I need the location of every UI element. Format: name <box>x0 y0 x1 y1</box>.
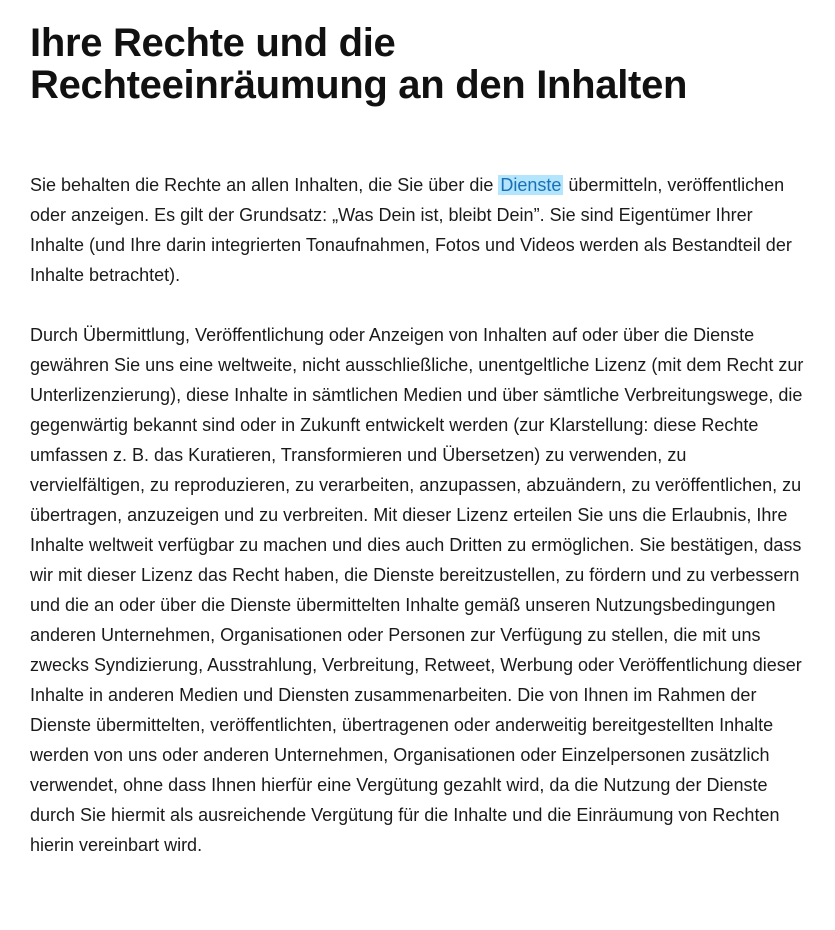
page-title <box>30 22 805 106</box>
dienste-link[interactable]: Dienste <box>500 175 562 195</box>
paragraph-ownership <box>30 170 805 290</box>
page-title-line-1: Ihre Rechte und die <box>30 21 396 65</box>
paragraph-license: Durch Übermittlung, Veröffentlichung oder Anzeigen von Inhalten auf oder über die Dienste gewähren Sie uns eine weltweite, nicht ausschließliche, unentgeltliche Lizenz (mit dem Recht zur Unterlizenzierung), diese Inhalte in sämtlichen Medien und über sämtliche Verbreitungswege, die gegenwärtig bekannt sind oder in Zukunft entwickelt werden (zur Klarstellung: diese Rechte umfassen z. B. das Kuratieren, Transformieren und Übersetzen) zu verwenden, zu vervielfältigen, zu reproduzieren, zu verarbeiten, anzupassen, abzuändern, zu veröffentlichen, zu übertragen, anzuzeigen und zu verbreiten. Mit dieser Lizenz erteilen Sie uns die Erlaubnis, Ihre Inhalte weltweit verfügbar zu machen und dies auch Dritten zu ermöglichen. Sie bestätigen, dass wir mit dieser Lizenz das Recht haben, die Dienste bereitzustellen, zu fördern und zu verbessern und die an oder über die Dienste übermittelten Inhalte gemäß unseren Nutzungsbedingungen anderen Unternehmen, Organisationen oder Personen zur Verfügung zu stellen, die mit uns zwecks Syndizierung, Ausstrahlung, Verbreitung, Retweet, Werbung oder Veröffentlichung dieser Inhalte in anderen Medien und Diensten zusammenarbeiten. Die von Ihnen im Rahmen der Dienste übermittelten, veröffentlichten, übertragenen oder anderweitig bereitgestellten Inhalte werden von uns oder anderen Unternehmen, Organisationen oder Einzelpersonen zusätzlich verwendet, ohne dass Ihnen hierfür eine Vergütung gezahlt wird, da die Nutzung der Dienste durch Sie hiermit als ausreichende Vergütung für die Inhalte und die Einräumung von Rechten hierin vereinbart wird. <box>30 325 804 855</box>
paragraph-ownership-text-after: übermitteln, veröffentlichen oder anzeigen. Es gilt der Grundsatz: „Was Dein ist, bleibt Dein”. Sie sind Eigentümer Ihrer Inhalte (und Ihre darin integrierten Tonaufnahmen, Fotos und Videos werden als Bestandteil der Inhalte betrachtet). <box>30 175 792 285</box>
page-title-line-2: Rechteeinräumung an den Inhalten <box>30 63 688 107</box>
paragraph-ownership-text-before: Sie behalten die Rechte an allen Inhalten, die Sie über die <box>30 175 499 195</box>
document-page <box>30 0 805 860</box>
